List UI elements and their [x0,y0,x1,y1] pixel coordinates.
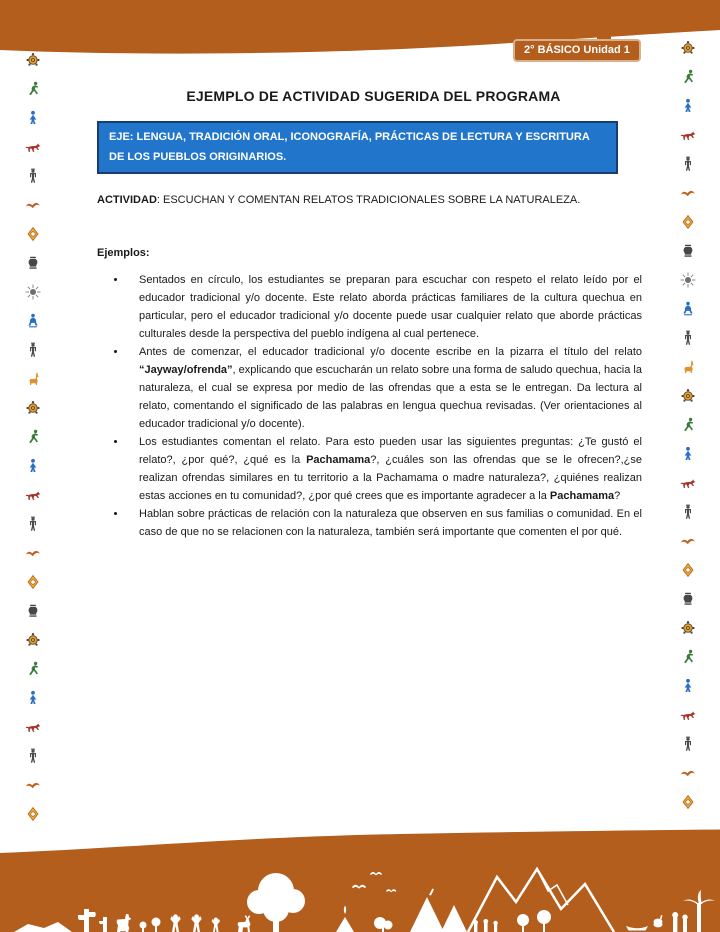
turtle-symbol-icon [680,620,696,636]
eje-banner [97,121,618,174]
actividad-line [97,194,650,206]
sunburst-icon [680,272,696,288]
red-fox-icon [25,139,41,155]
eje-banner-text: EJE: LENGUA, TRADICIÓN ORAL, ICONOGRAFÍA, PRÁCTICAS DE LECTURA Y ESCRITURA DE LOS PUEBLOS ORIGINARIOS. [109,131,590,163]
sunburst-icon [25,284,41,300]
diamond-flower-icon [25,574,41,590]
turtle-symbol-icon [680,40,696,56]
turtle-symbol-icon [25,632,41,648]
gray-ancestor-icon [25,342,41,358]
gray-ancestor-icon [25,748,41,764]
diamond-flower-icon [25,226,41,242]
blue-person-icon [680,98,696,114]
gray-ancestor-icon [680,504,696,520]
gray-ancestor-icon [680,330,696,346]
actividad-label: ACTIVIDAD [97,194,157,206]
diamond-flower-icon [680,214,696,230]
blue-person-icon [25,110,41,126]
diamond-flower-icon [25,806,41,822]
footer-landscape [0,827,720,932]
turtle-symbol-icon [680,388,696,404]
condor-icon [25,545,41,561]
diamond-flower-icon [680,562,696,578]
gray-ancestor-icon [680,156,696,172]
left-icon-column [25,52,41,822]
turtle-symbol-icon [25,52,41,68]
red-fox-icon [680,127,696,143]
red-fox-icon [25,719,41,735]
green-dancer-icon [25,429,41,445]
red-fox-icon [680,475,696,491]
page-title: EJEMPLO DE ACTIVIDAD SUGERIDA DEL PROGRAMA [186,88,561,104]
ejemplos-label: Ejemplos: [97,247,150,259]
green-dancer-icon [680,649,696,665]
right-icon-column [680,40,696,810]
gray-ancestor-icon [25,168,41,184]
green-dancer-icon [25,81,41,97]
example-bullet: • Hablan sobre prácticas de relación con la naturaleza que observen en sus familias o comunidad. En el caso de que no se relacionen con la naturaleza, también será importante que comenten el por qué. [127,505,642,541]
blue-person-icon [680,678,696,694]
red-fox-icon [680,707,696,723]
actividad-text: : ESCUCHAN Y COMENTAN RELATOS TRADICIONALES SOBRE LA NATURALEZA. [156,194,581,206]
gray-ancestor-icon [680,736,696,752]
blue-person-icon [680,446,696,462]
condor-icon [680,533,696,549]
turtle-symbol-icon [25,400,41,416]
red-fox-icon [25,487,41,503]
example-bullet: • Los estudiantes comentan el relato. Para esto pueden usar las siguientes preguntas: ¿Te gustó el relato?, ¿por qué?, ¿qué es la Pachamama?, ¿cuáles son las ofrendas que se le ofrecen?,¿se realizan ofrendas similares en tu territorio a la Pachamama o madre naturaleza?, ¿quiénes realizan estas acciones en tu comunidad?, ¿por qué crees que es importante agradecer a la Pachamama? [127,433,642,505]
example-bullet: • Antes de comenzar, el educador tradicional y/o docente escribe en la pizarra el título del relato “Jayway/ofrenda”, explicando que escucharán un relato sobre una forma de saludo quechua, hacia la naturaleza, el cual se expresa por medio de las ofrendas que a esta se le entregan. Da lectura al relato, comentando el significado de las palabras en lengua quechua revisadas. (Ver orientaciones al educador tradicional y/o docente). [127,343,642,433]
ceramic-pot-icon [680,591,696,607]
unit-badge-label: 2° BÁSICO Unidad 1 [524,44,630,56]
condor-icon [680,185,696,201]
green-dancer-icon [25,661,41,677]
blue-person-icon [25,458,41,474]
condor-icon [25,777,41,793]
blue-person-icon [25,690,41,706]
llama-icon [680,359,696,375]
ceramic-pot-icon [25,603,41,619]
green-dancer-icon [680,69,696,85]
llama-icon [25,371,41,387]
example-bullet: • Sentados en círculo, los estudiantes se preparan para escuchar con respeto el relato leído por el educador tradicional y/o docente. Este relato aborda prácticas familiares de la cultura quechua en particular, pero el educador tradicional y/o docente puede usar cualquier relato que aborde prácticas culturales desde la perspectiva del pueblo indígena al cual pertenece. [127,271,642,343]
ceramic-pot-icon [680,243,696,259]
gray-ancestor-icon [25,516,41,532]
examples-bullet-list [97,271,642,541]
diamond-flower-icon [680,794,696,810]
blue-dancer-icon [680,301,696,317]
green-dancer-icon [680,417,696,433]
condor-icon [680,765,696,781]
condor-icon [25,197,41,213]
unit-badge [513,39,641,62]
ceramic-pot-icon [25,255,41,271]
blue-dancer-icon [25,313,41,329]
